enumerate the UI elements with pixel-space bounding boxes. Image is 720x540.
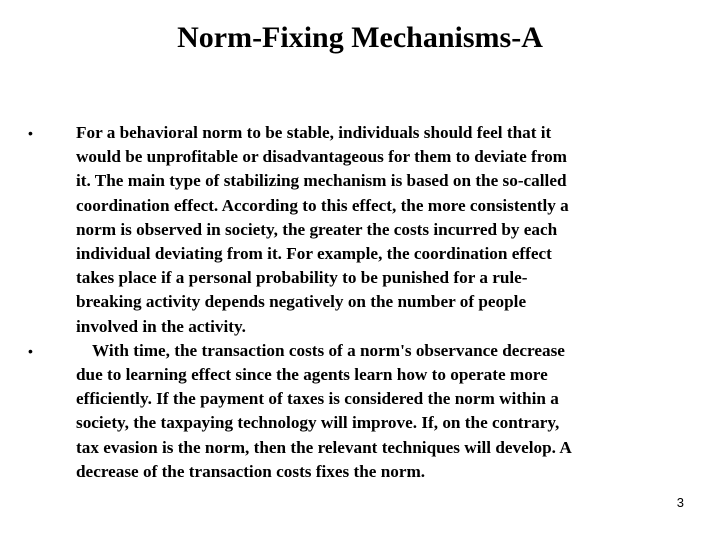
bullet-text-line: norm is observed in society, the greater the costs incurred by each — [76, 219, 558, 239]
bullet-marker: • — [28, 342, 33, 359]
bullet-text-line: it. The main type of stabilizing mechanism is based on the so-called — [76, 171, 567, 191]
bullet-text-line: due to learning effect since the agents learn how to operate more — [76, 365, 548, 385]
slide-title: Norm-Fixing Mechanisms-A — [177, 21, 543, 54]
bullet-item-coordination-effect — [26, 121, 666, 339]
bullet-text-line: decrease of the transaction costs fixes the norm. — [76, 461, 426, 481]
bullet-text-line: With time, the transaction costs of a norm's observance decrease — [92, 340, 565, 360]
page-number: 3 — [676, 495, 684, 510]
bullet-text-line: individual deviating from it. For example, the coordination effect — [76, 244, 552, 264]
bullet-text-line: involved in the activity. — [76, 316, 246, 336]
bullet-text-line: society, the taxpaying technology will improve. If, on the contrary, — [76, 413, 560, 433]
bullet-text-line: efficiently. If the payment of taxes is considered the norm within a — [76, 389, 559, 409]
bullet-text-line: would be unprofitable or disadvantageous for them to deviate from — [76, 147, 567, 167]
bullet-text-line: tax evasion is the norm, then the relevant techniques will develop. A — [76, 437, 572, 457]
bullet-item-learning-effect — [26, 339, 666, 484]
bullet-text-line: coordination effect. According to this effect, the more consistently a — [76, 195, 569, 215]
bullet-text-line: For a behavioral norm to be stable, individuals should feel that it — [76, 123, 552, 142]
bullet-list — [26, 121, 666, 484]
bullet-marker: • — [28, 125, 33, 141]
bullet-text-line: breaking activity depends negatively on the number of people — [76, 292, 527, 312]
bullet-text-line: takes place if a personal probability to be punished for a rule- — [76, 268, 528, 288]
